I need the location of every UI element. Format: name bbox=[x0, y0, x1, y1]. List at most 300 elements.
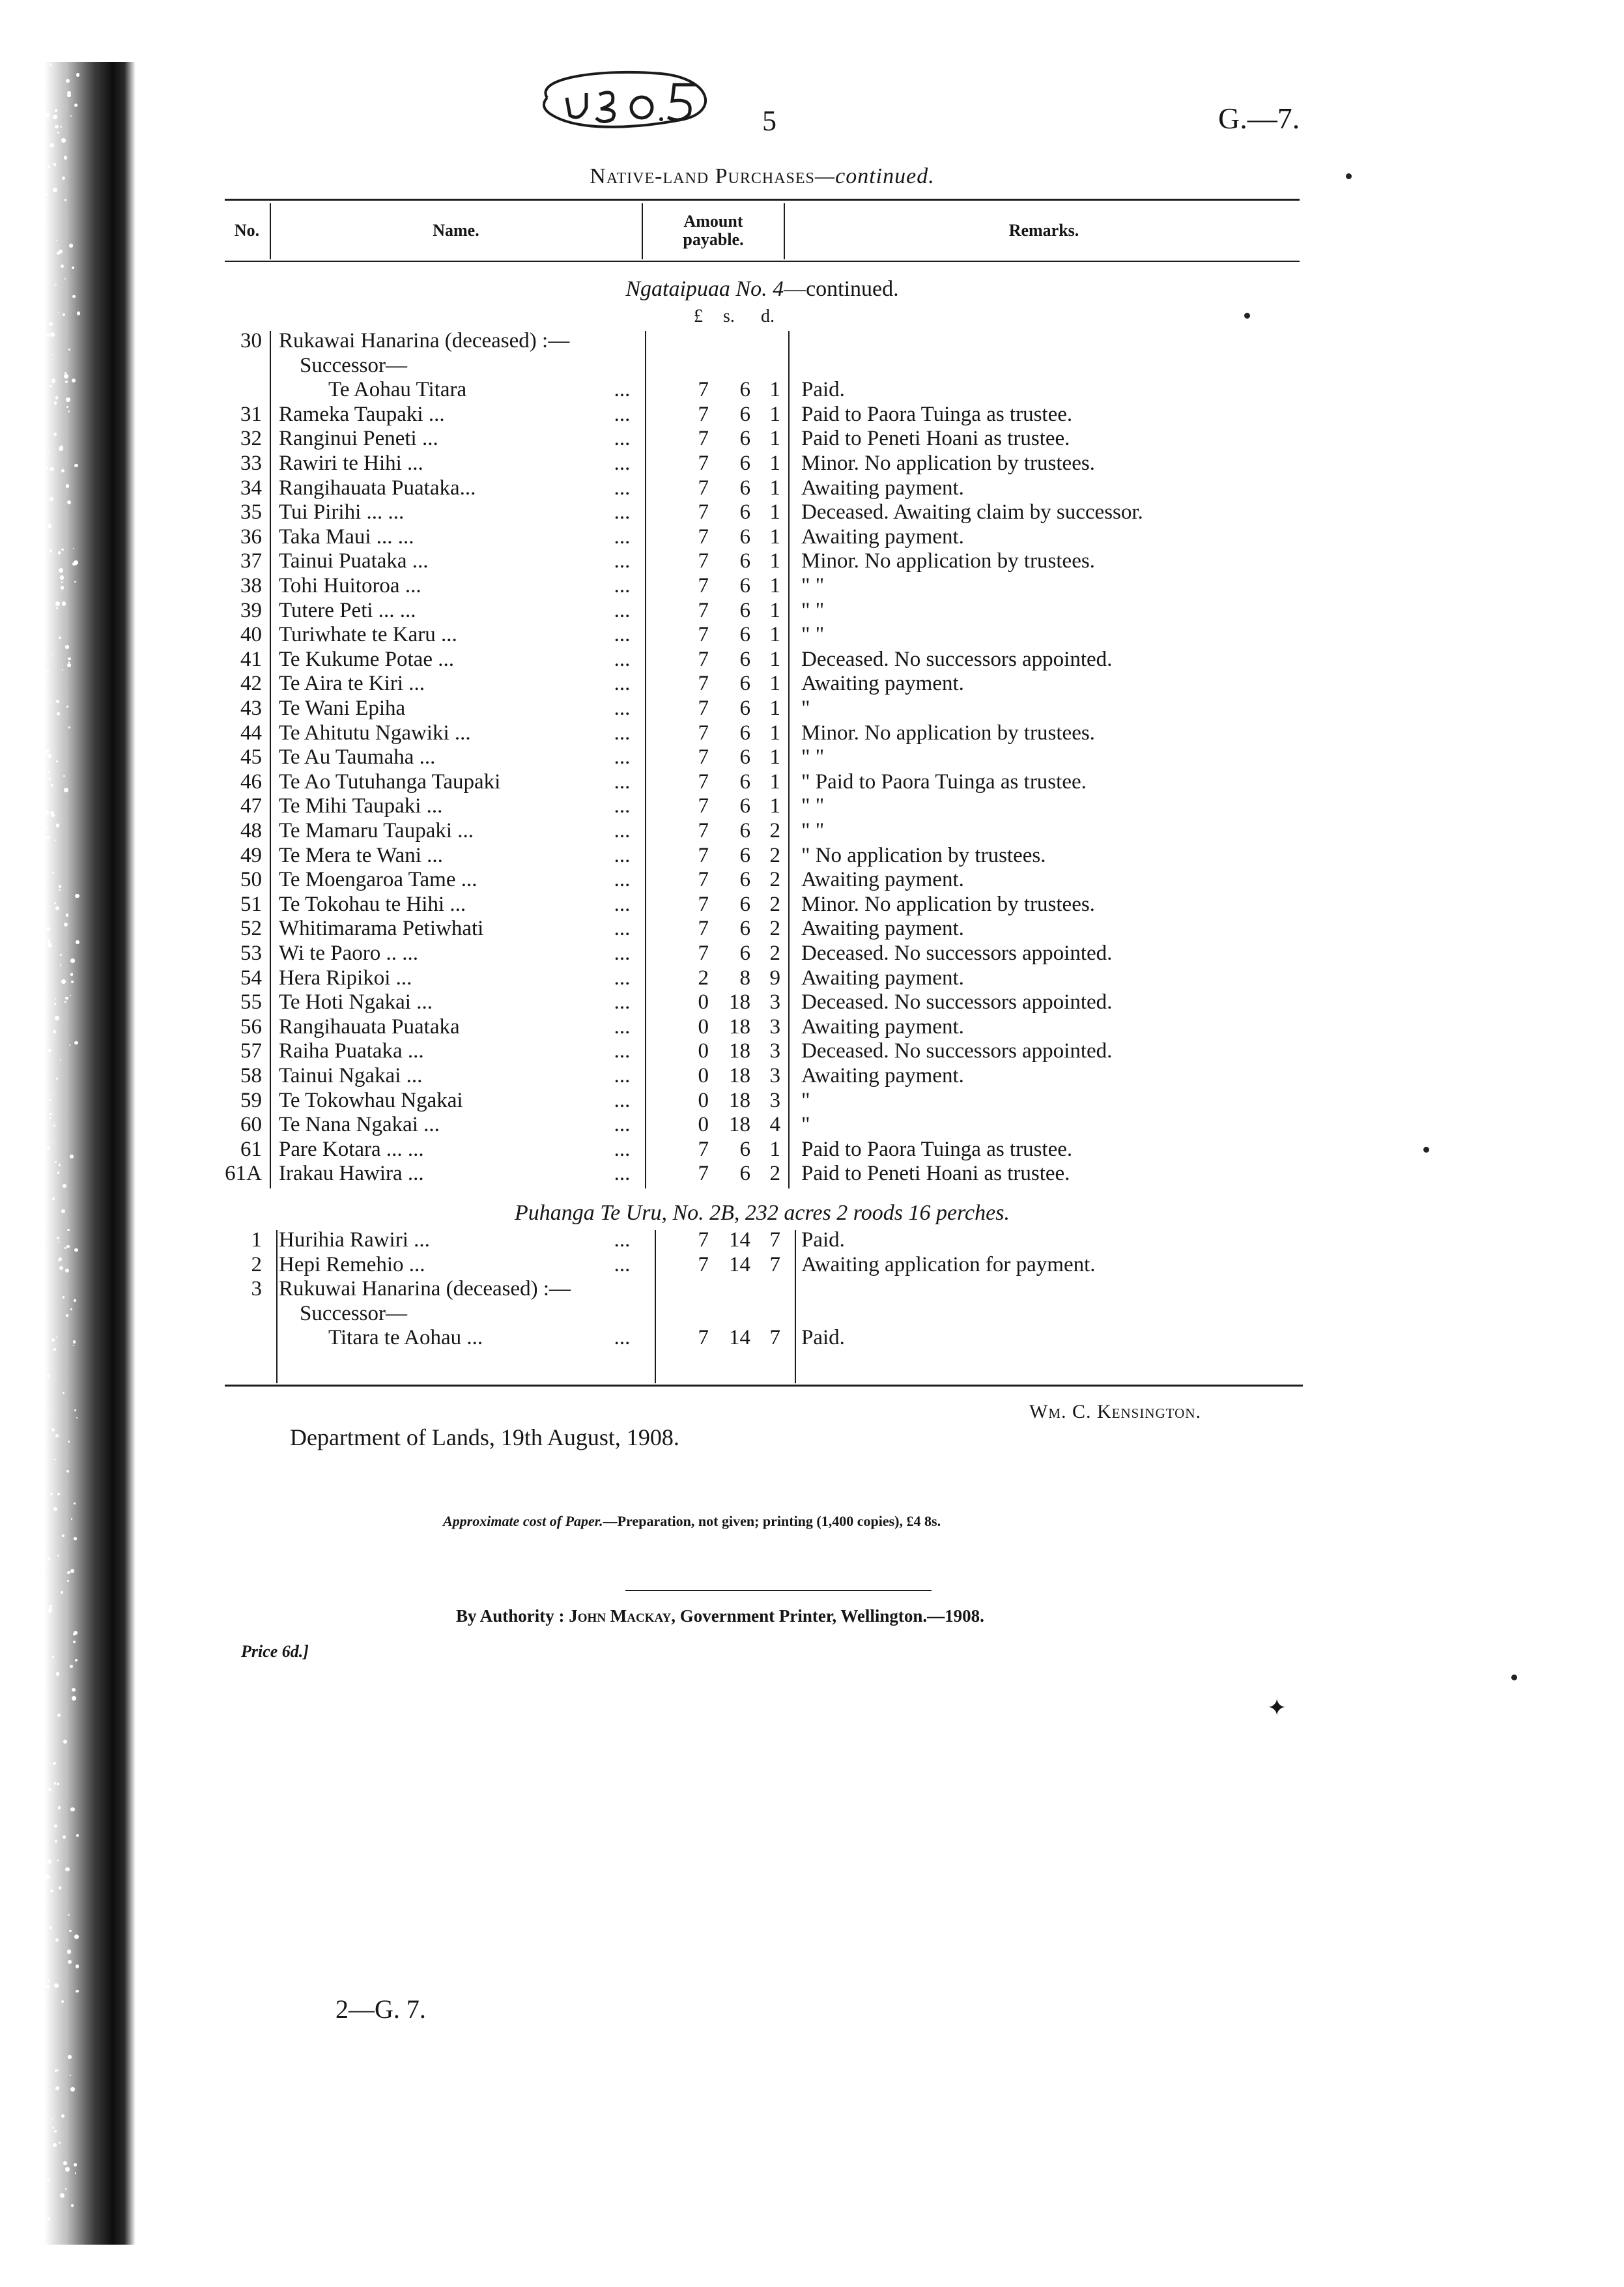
row-number: 1 bbox=[251, 1228, 262, 1252]
row-leader: ... bbox=[614, 402, 631, 426]
binding-speck bbox=[65, 1867, 70, 1872]
table-bottom-rule bbox=[225, 1385, 1303, 1387]
binding-speck bbox=[55, 109, 58, 112]
binding-speck bbox=[54, 1459, 56, 1461]
row-pounds: 7 bbox=[698, 794, 709, 818]
row-shillings: 6 bbox=[739, 1137, 750, 1161]
binding-speck bbox=[67, 1949, 72, 1954]
row-pounds: 7 bbox=[698, 647, 709, 671]
row-pence: 1 bbox=[769, 476, 780, 500]
row-number: 33 bbox=[240, 452, 262, 475]
row-shillings: 18 bbox=[729, 1014, 750, 1039]
row-pounds: 7 bbox=[698, 427, 709, 451]
row-pence: 7 bbox=[769, 1326, 780, 1350]
table-row bbox=[0, 525, 1624, 550]
row-remark: Deceased. No successors appointed. bbox=[801, 990, 1113, 1014]
department-date: Department of Lands, 19th August, 1908. bbox=[290, 1424, 679, 1450]
row-leader: ... bbox=[614, 525, 631, 549]
row-pence: 1 bbox=[769, 427, 780, 451]
binding-speck bbox=[57, 1555, 59, 1557]
row-pence: 1 bbox=[769, 525, 780, 549]
page-reference: G.—7. bbox=[1218, 102, 1300, 135]
row-shillings: 6 bbox=[739, 672, 750, 696]
row-remark: " " bbox=[801, 623, 825, 647]
units-pounds: £ bbox=[694, 306, 703, 326]
binding-speck bbox=[62, 177, 65, 180]
row-pence: 1 bbox=[769, 794, 780, 818]
row-pounds: 7 bbox=[698, 598, 709, 622]
row-remark: Deceased. No successors appointed. bbox=[801, 647, 1113, 671]
binding-speck bbox=[74, 1935, 79, 1939]
row-name: Raiha Puataka ... bbox=[279, 1039, 424, 1063]
table-row bbox=[0, 745, 1624, 770]
binding-speck bbox=[53, 1762, 55, 1765]
speck bbox=[1423, 1147, 1429, 1153]
binding-speck bbox=[61, 265, 64, 268]
binding-speck bbox=[76, 1990, 78, 1992]
row-pence: 9 bbox=[769, 966, 780, 990]
binding-speck bbox=[56, 240, 57, 241]
binding-speck bbox=[71, 1518, 73, 1520]
binding-speck bbox=[57, 1493, 60, 1495]
binding-speck bbox=[50, 1890, 53, 1893]
row-pounds: 7 bbox=[698, 745, 709, 770]
row-shillings: 6 bbox=[739, 623, 750, 647]
row-remark: Paid. bbox=[801, 378, 845, 402]
binding-speck bbox=[76, 73, 80, 77]
row-shillings: 6 bbox=[739, 868, 750, 892]
cost-text: —Preparation, not given; printing (1,400 copies), £4 8s. bbox=[603, 1513, 941, 1529]
table-row bbox=[0, 1064, 1624, 1089]
row-leader: ... bbox=[614, 868, 631, 892]
table-heading bbox=[221, 164, 1303, 189]
row-leader: ... bbox=[614, 770, 631, 794]
binding-speck bbox=[48, 1608, 53, 1613]
row-shillings: 18 bbox=[729, 1064, 750, 1087]
row-shillings: 6 bbox=[739, 549, 750, 573]
binding-speck bbox=[61, 2000, 64, 2003]
row-name: Hepi Remehio ... bbox=[279, 1252, 425, 1276]
binding-speck bbox=[54, 2130, 57, 2133]
row-number: 2 bbox=[251, 1252, 262, 1276]
row-pence: 2 bbox=[769, 843, 780, 867]
cost-label: Approximate cost of Paper. bbox=[443, 1513, 603, 1529]
row-leader: ... bbox=[614, 1064, 631, 1087]
row-name: Te Mihi Taupaki ... bbox=[279, 794, 443, 818]
row-pounds: 0 bbox=[698, 1039, 709, 1063]
table-row bbox=[0, 819, 1624, 844]
row-number: 44 bbox=[240, 721, 262, 745]
row-leader: ... bbox=[614, 819, 631, 842]
row-leader: ... bbox=[614, 990, 631, 1014]
binding-speck bbox=[45, 1686, 47, 1688]
header-bottom-rule bbox=[225, 261, 1300, 262]
row-name: Rangihauata Puataka bbox=[279, 1014, 460, 1039]
binding-speck bbox=[70, 1569, 74, 1573]
row-pence: 1 bbox=[769, 500, 780, 525]
row-remark: " " bbox=[801, 819, 825, 842]
row-pence: 1 bbox=[769, 574, 780, 597]
table-row bbox=[0, 893, 1624, 917]
binding-speck bbox=[46, 1985, 50, 1989]
table-row bbox=[0, 1326, 1624, 1351]
binding-speck bbox=[75, 1659, 78, 1661]
table-row bbox=[0, 549, 1624, 574]
row-pounds: 7 bbox=[698, 770, 709, 794]
row-shillings: 6 bbox=[739, 794, 750, 818]
row-shillings: 6 bbox=[739, 402, 750, 426]
binding-speck bbox=[47, 1979, 50, 1982]
table-row bbox=[0, 476, 1624, 501]
row-shillings: 6 bbox=[739, 1162, 750, 1186]
row-remark: Awaiting application for payment. bbox=[801, 1252, 1096, 1276]
binding-speck bbox=[55, 1434, 59, 1437]
binding-speck bbox=[63, 2161, 67, 2165]
binding-speck bbox=[68, 1441, 70, 1443]
row-shillings: 6 bbox=[739, 819, 750, 842]
row-pence: 3 bbox=[769, 1039, 780, 1063]
binding-speck bbox=[51, 1412, 52, 1413]
binding-speck bbox=[74, 1409, 76, 1411]
binding-speck bbox=[70, 2087, 75, 2092]
binding-speck bbox=[45, 1368, 48, 1371]
speck bbox=[1244, 313, 1250, 319]
row-pounds: 2 bbox=[698, 966, 709, 990]
row-name: Taka Maui ... ... bbox=[279, 525, 414, 549]
row-name: Te Mera te Wani ... bbox=[279, 843, 443, 867]
binding-speck bbox=[45, 113, 50, 117]
row-pence: 3 bbox=[769, 1088, 780, 1112]
row-pounds: 0 bbox=[698, 1088, 709, 1112]
row-remark: " " bbox=[801, 794, 825, 818]
binding-speck bbox=[72, 266, 74, 269]
row-pounds: 7 bbox=[698, 1137, 709, 1161]
row-leader: ... bbox=[614, 1113, 631, 1137]
row-remark: Awaiting payment. bbox=[801, 966, 964, 990]
row-number: 39 bbox=[240, 598, 262, 622]
row-number: 46 bbox=[240, 770, 262, 794]
row-name: Wi te Paoro .. ... bbox=[279, 942, 419, 965]
row-remark: Minor. No application by trustees. bbox=[801, 892, 1095, 916]
binding-speck bbox=[54, 1983, 59, 1988]
row-remark: Paid to Peneti Hoani as trustee. bbox=[801, 1162, 1070, 1186]
row-shillings: 18 bbox=[729, 990, 750, 1014]
binding-speck bbox=[77, 311, 81, 315]
row-number: 34 bbox=[240, 476, 262, 500]
row-pounds: 7 bbox=[698, 452, 709, 475]
row-pounds: 0 bbox=[698, 1113, 709, 1137]
row-remark: " bbox=[801, 1113, 810, 1137]
units-pence: d. bbox=[761, 306, 775, 326]
row-shillings: 6 bbox=[739, 843, 750, 867]
row-pence: 2 bbox=[769, 868, 780, 892]
binding-speck bbox=[59, 1886, 61, 1889]
row-leader: ... bbox=[614, 476, 631, 500]
row-pence: 2 bbox=[769, 819, 780, 842]
row-remark: Paid. bbox=[801, 1326, 845, 1350]
binding-speck bbox=[55, 1840, 57, 1843]
table-row bbox=[0, 599, 1624, 624]
row-pounds: 0 bbox=[698, 1014, 709, 1039]
row-leader: ... bbox=[614, 500, 631, 525]
binding-speck bbox=[57, 1714, 61, 1717]
row-pounds: 0 bbox=[698, 990, 709, 1014]
row-number: 55 bbox=[240, 990, 262, 1014]
row-pence: 3 bbox=[769, 1014, 780, 1039]
header-divider-1 bbox=[270, 203, 271, 259]
row-leader: ... bbox=[614, 452, 631, 475]
row-name: Te Wani Epiha bbox=[279, 697, 406, 720]
binding-speck bbox=[70, 2075, 71, 2076]
row-leader: ... bbox=[614, 1326, 631, 1350]
row-leader: ... bbox=[614, 574, 631, 597]
row-shillings: 6 bbox=[739, 476, 750, 500]
row-number: 42 bbox=[240, 672, 262, 696]
row-leader: ... bbox=[614, 697, 631, 720]
row-name: Te Ahitutu Ngawiki ... bbox=[279, 721, 471, 745]
row-name: Hurihia Rawiri ... bbox=[279, 1228, 430, 1252]
row-name: Rukawai Hanarina (deceased) :— bbox=[279, 329, 570, 352]
row-number: 40 bbox=[240, 623, 262, 647]
row-pence: 4 bbox=[769, 1113, 780, 1137]
table-row bbox=[0, 794, 1624, 819]
row-leader: ... bbox=[614, 1088, 631, 1112]
row-pounds: 7 bbox=[698, 672, 709, 696]
table-row bbox=[0, 1302, 1624, 1327]
row-pence: 2 bbox=[769, 917, 780, 941]
row-pence: 1 bbox=[769, 549, 780, 573]
table-row bbox=[0, 1113, 1624, 1138]
row-name: Successor— bbox=[300, 353, 407, 377]
row-name: Whitimarama Petiwhati bbox=[279, 917, 484, 941]
binding-speck bbox=[61, 138, 66, 143]
row-leader: ... bbox=[614, 427, 631, 451]
binding-speck bbox=[58, 1806, 61, 1809]
row-leader: ... bbox=[614, 1137, 631, 1161]
row-leader: ... bbox=[614, 721, 631, 745]
binding-speck bbox=[61, 1591, 63, 1594]
binding-speck bbox=[53, 188, 57, 192]
binding-speck bbox=[63, 1740, 67, 1744]
row-number: 31 bbox=[240, 402, 262, 426]
binding-speck bbox=[52, 1198, 55, 1200]
row-name: Te Tokohau te Hihi ... bbox=[279, 892, 466, 916]
binding-speck bbox=[56, 1672, 59, 1675]
binding-speck bbox=[52, 2127, 54, 2129]
row-pounds: 7 bbox=[698, 574, 709, 597]
binding-speck bbox=[53, 115, 57, 119]
row-pence: 1 bbox=[769, 623, 780, 647]
table-row bbox=[0, 427, 1624, 452]
table-row bbox=[0, 1089, 1624, 1114]
row-leader: ... bbox=[614, 843, 631, 867]
row-leader: ... bbox=[614, 378, 631, 402]
table-row bbox=[0, 1253, 1624, 1278]
table-row bbox=[0, 697, 1624, 721]
row-name: Te Nana Ngakai ... bbox=[279, 1113, 440, 1137]
row-name: Successor— bbox=[300, 1301, 407, 1325]
row-leader: ... bbox=[614, 917, 631, 941]
binding-speck bbox=[68, 1960, 72, 1964]
row-pence: 1 bbox=[769, 452, 780, 475]
row-pence: 3 bbox=[769, 1064, 780, 1087]
row-remark: " " bbox=[801, 598, 825, 622]
row-remark: Paid to Paora Tuinga as trustee. bbox=[801, 1137, 1073, 1161]
row-leader: ... bbox=[614, 745, 631, 770]
binding-speck bbox=[66, 79, 70, 83]
row-remark: Awaiting payment. bbox=[801, 917, 964, 941]
row-remark: Paid. bbox=[801, 1228, 845, 1252]
row-remark: Deceased. No successors appointed. bbox=[801, 942, 1113, 965]
row-name: Te Au Taumaha ... bbox=[279, 745, 436, 770]
row-number: 57 bbox=[240, 1039, 262, 1063]
signature-mark: 2—G. 7. bbox=[335, 1994, 426, 2024]
row-leader: ... bbox=[614, 1039, 631, 1063]
row-shillings: 6 bbox=[739, 942, 750, 965]
binding-speck bbox=[53, 1507, 57, 1511]
row-pence: 1 bbox=[769, 378, 780, 402]
binding-speck bbox=[55, 125, 59, 129]
table-row bbox=[0, 354, 1624, 379]
row-pence: 7 bbox=[769, 1252, 780, 1276]
binding-speck bbox=[72, 295, 75, 298]
table-row bbox=[0, 623, 1624, 648]
row-name: Rukuwai Hanarina (deceased) :— bbox=[279, 1277, 571, 1301]
row-pounds: 7 bbox=[698, 721, 709, 745]
printer-line bbox=[456, 1606, 984, 1626]
row-pounds: 7 bbox=[698, 843, 709, 867]
binding-speck bbox=[54, 1824, 57, 1828]
binding-speck bbox=[61, 2114, 64, 2118]
binding-speck bbox=[49, 1605, 52, 1608]
row-number: 37 bbox=[240, 549, 262, 573]
binding-speck bbox=[74, 1537, 76, 1540]
row-name: Rameka Taupaki ... bbox=[279, 402, 445, 426]
binding-speck bbox=[54, 1782, 56, 1784]
handwritten-mark bbox=[521, 62, 736, 140]
binding-speck bbox=[52, 1656, 55, 1658]
binding-speck bbox=[53, 163, 56, 165]
binding-speck bbox=[62, 1534, 64, 1537]
binding-speck bbox=[67, 1580, 69, 1582]
table-row bbox=[0, 329, 1624, 354]
row-remark: Minor. No application by trustees. bbox=[801, 452, 1095, 475]
binding-speck bbox=[57, 1783, 59, 1785]
table-row bbox=[0, 648, 1624, 672]
row-pence: 1 bbox=[769, 402, 780, 426]
binding-speck bbox=[47, 1374, 50, 1377]
row-shillings: 6 bbox=[739, 647, 750, 671]
binding-speck bbox=[74, 2163, 77, 2166]
table-row bbox=[0, 770, 1624, 795]
table-row bbox=[0, 942, 1624, 966]
table-row bbox=[0, 844, 1624, 869]
row-remark: Awaiting payment. bbox=[801, 1064, 964, 1087]
binding-speck bbox=[70, 115, 72, 117]
row-shillings: 14 bbox=[729, 1252, 750, 1276]
row-name: Te Moengaroa Tame ... bbox=[279, 868, 477, 892]
binding-speck bbox=[73, 1641, 76, 1643]
row-number: 56 bbox=[240, 1014, 262, 1039]
header-divider-3 bbox=[784, 203, 785, 259]
row-number: 49 bbox=[240, 843, 262, 867]
row-shillings: 14 bbox=[729, 1326, 750, 1350]
row-remark: " " bbox=[801, 574, 825, 597]
row-remark: Awaiting payment. bbox=[801, 1014, 964, 1039]
row-pence: 1 bbox=[769, 745, 780, 770]
row-name: Titara te Aohau ... bbox=[328, 1326, 483, 1350]
row-pounds: 7 bbox=[698, 868, 709, 892]
binding-speck bbox=[71, 2204, 74, 2207]
row-name: Tui Pirihi ... ... bbox=[279, 500, 405, 525]
row-shillings: 18 bbox=[729, 1088, 750, 1112]
section-2-title bbox=[221, 1201, 1303, 1226]
table-row bbox=[0, 721, 1624, 746]
binding-speck bbox=[64, 199, 67, 201]
row-remark: Deceased. Awaiting claim by successor. bbox=[801, 500, 1143, 525]
speck bbox=[1346, 173, 1352, 179]
row-pounds: 7 bbox=[698, 1326, 709, 1350]
row-pounds: 7 bbox=[698, 623, 709, 647]
binding-speck bbox=[59, 2142, 61, 2144]
row-leader: ... bbox=[614, 942, 631, 965]
row-leader: ... bbox=[614, 966, 631, 990]
row-name: Te Tokowhau Ngakai bbox=[279, 1088, 463, 1112]
binding-speck bbox=[61, 126, 62, 127]
row-number: 60 bbox=[240, 1113, 262, 1137]
row-pounds: 7 bbox=[698, 697, 709, 720]
row-name: Te Ao Tutuhanga Taupaki bbox=[279, 770, 501, 794]
row-shillings: 18 bbox=[729, 1039, 750, 1063]
row-pence: 2 bbox=[769, 942, 780, 965]
binding-speck bbox=[57, 1860, 59, 1862]
printer-prefix: By Authority : bbox=[456, 1606, 565, 1626]
row-pounds: 7 bbox=[698, 1228, 709, 1252]
binding-speck bbox=[74, 104, 78, 107]
row-remark: " " bbox=[801, 745, 825, 770]
row-leader: ... bbox=[614, 1014, 631, 1039]
units-shillings: s. bbox=[723, 306, 735, 326]
table-row bbox=[0, 868, 1624, 893]
header-remarks: Remarks. bbox=[1008, 221, 1079, 240]
row-remark: " Paid to Paora Tuinga as trustee. bbox=[801, 770, 1087, 794]
row-remark: Awaiting payment. bbox=[801, 525, 964, 549]
row-shillings: 6 bbox=[739, 427, 750, 451]
table-row bbox=[0, 672, 1624, 697]
row-pounds: 7 bbox=[698, 525, 709, 549]
binding-speck bbox=[64, 156, 67, 159]
row-number: 38 bbox=[240, 574, 262, 597]
row-remark: " bbox=[801, 1088, 810, 1112]
row-name: Tainui Ngakai ... bbox=[279, 1064, 423, 1087]
row-number: 43 bbox=[240, 697, 262, 720]
binding-speck bbox=[57, 2069, 59, 2071]
row-number: 61 bbox=[240, 1137, 262, 1161]
section-2-title-text: Puhanga Te Uru, No. 2B, 232 acres 2 roods 16 perches. bbox=[515, 1201, 1010, 1225]
binding-speck bbox=[47, 2179, 50, 2181]
row-pounds: 7 bbox=[698, 402, 709, 426]
heading-main: Native-land Purchases bbox=[590, 164, 815, 188]
binding-speck bbox=[65, 2167, 70, 2172]
binding-speck bbox=[74, 1503, 76, 1504]
binding-speck bbox=[55, 1938, 59, 1942]
row-pence: 2 bbox=[769, 892, 780, 916]
table-row bbox=[0, 452, 1624, 476]
binding-speck bbox=[68, 2055, 71, 2058]
binding-speck bbox=[51, 1428, 54, 1431]
binding-speck bbox=[65, 2188, 66, 2189]
binding-speck bbox=[69, 244, 73, 248]
